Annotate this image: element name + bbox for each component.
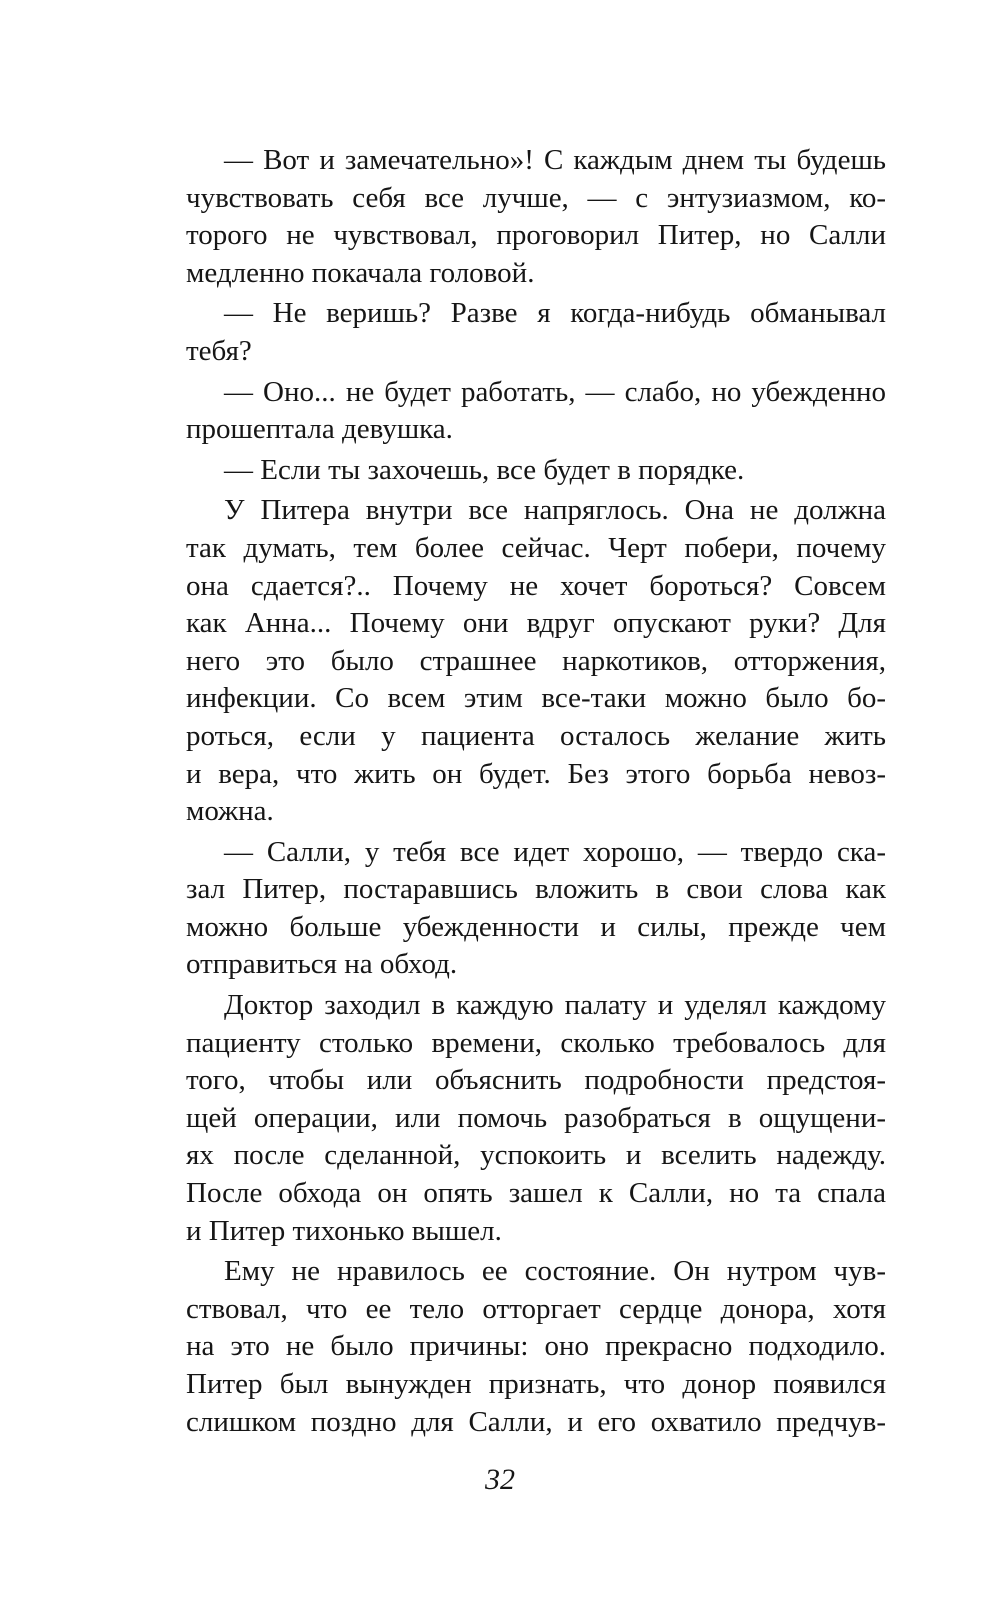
text-line: медленно покачала головой. [186,256,535,289]
text-line: — Не веришь? Разве я когда-нибудь обманывал [224,297,886,330]
text-line: как Анна... Почему они вдруг опускают руки? Для [186,607,886,640]
text-line: она сдается?.. Почему не хочет бороться? Совсем [186,569,886,602]
text-line: чувствовать себя все лучше, — с энтузиазмом, ко- [186,181,886,214]
text-line: — Вот и замечательно»! С каждым днем ты будешь [224,144,886,176]
text-line: Питер был вынужден признать, что донор появился [186,1368,886,1400]
text-line: так думать, тем более сейчас. Черт побери, почему [186,531,886,564]
text-line: торого не чувствовал, проговорил Питер, но Салли [186,219,886,252]
text-line: и вера, что жить он будет. Без этого борьба невоз- [186,757,886,790]
text-line: зал Питер, постаравшись вложить в свои слова как [186,873,886,906]
text-line: роться, если у пациента осталось желание жить [186,719,886,752]
text-line: можна. [186,795,274,828]
text-line: После обхода он опять зашел к Салли, но та спала [186,1177,886,1210]
text-line: Доктор заходил в каждую палату и уделял каждому [224,989,886,1022]
text-line: него это было страшнее наркотиков, отторжения, [186,644,886,677]
text-line: инфекции. Со всем этим все-таки можно было бо- [186,682,886,715]
text-line: на это не было причины: оно прекрасно подходило. [186,1330,886,1363]
text-line: слишком поздно для Салли, и его охватило предчув- [186,1405,886,1438]
text-line: отправиться на обход. [186,948,458,981]
page-number: 32 [485,1463,515,1496]
text-line: У Питера внутри все напряглось. Она не должна [224,494,886,527]
text-line: Ему не нравилось ее состояние. Он нутром чув- [224,1255,886,1288]
text-line: — Оно... не будет работать, — слабо, но убежденно [224,375,886,408]
body-text [186,142,886,1441]
text-line: прошептала девушка. [186,413,453,446]
text-line: — Салли, у тебя все идет хорошо, — твердо ска- [224,835,886,868]
text-line: пациенту столько времени, сколько требовалось для [186,1026,886,1059]
text-line: ствовал, что ее тело отторгает сердце донора, хотя [186,1292,886,1325]
text-line: можно больше убежденности и силы, прежде чем [186,910,886,943]
text-line: того, чтобы или объяснить подробности предстоя- [186,1064,886,1097]
text-line: щей операции, или помочь разобраться в ощущени- [186,1101,886,1134]
text-line: ях после сделанной, успокоить и вселить надежду. [186,1139,886,1172]
text-line: и Питер тихонько вышел. [186,1214,502,1247]
text-line: — Если ты захочешь, все будет в порядке. [224,453,745,486]
text-line: тебя? [186,334,252,367]
